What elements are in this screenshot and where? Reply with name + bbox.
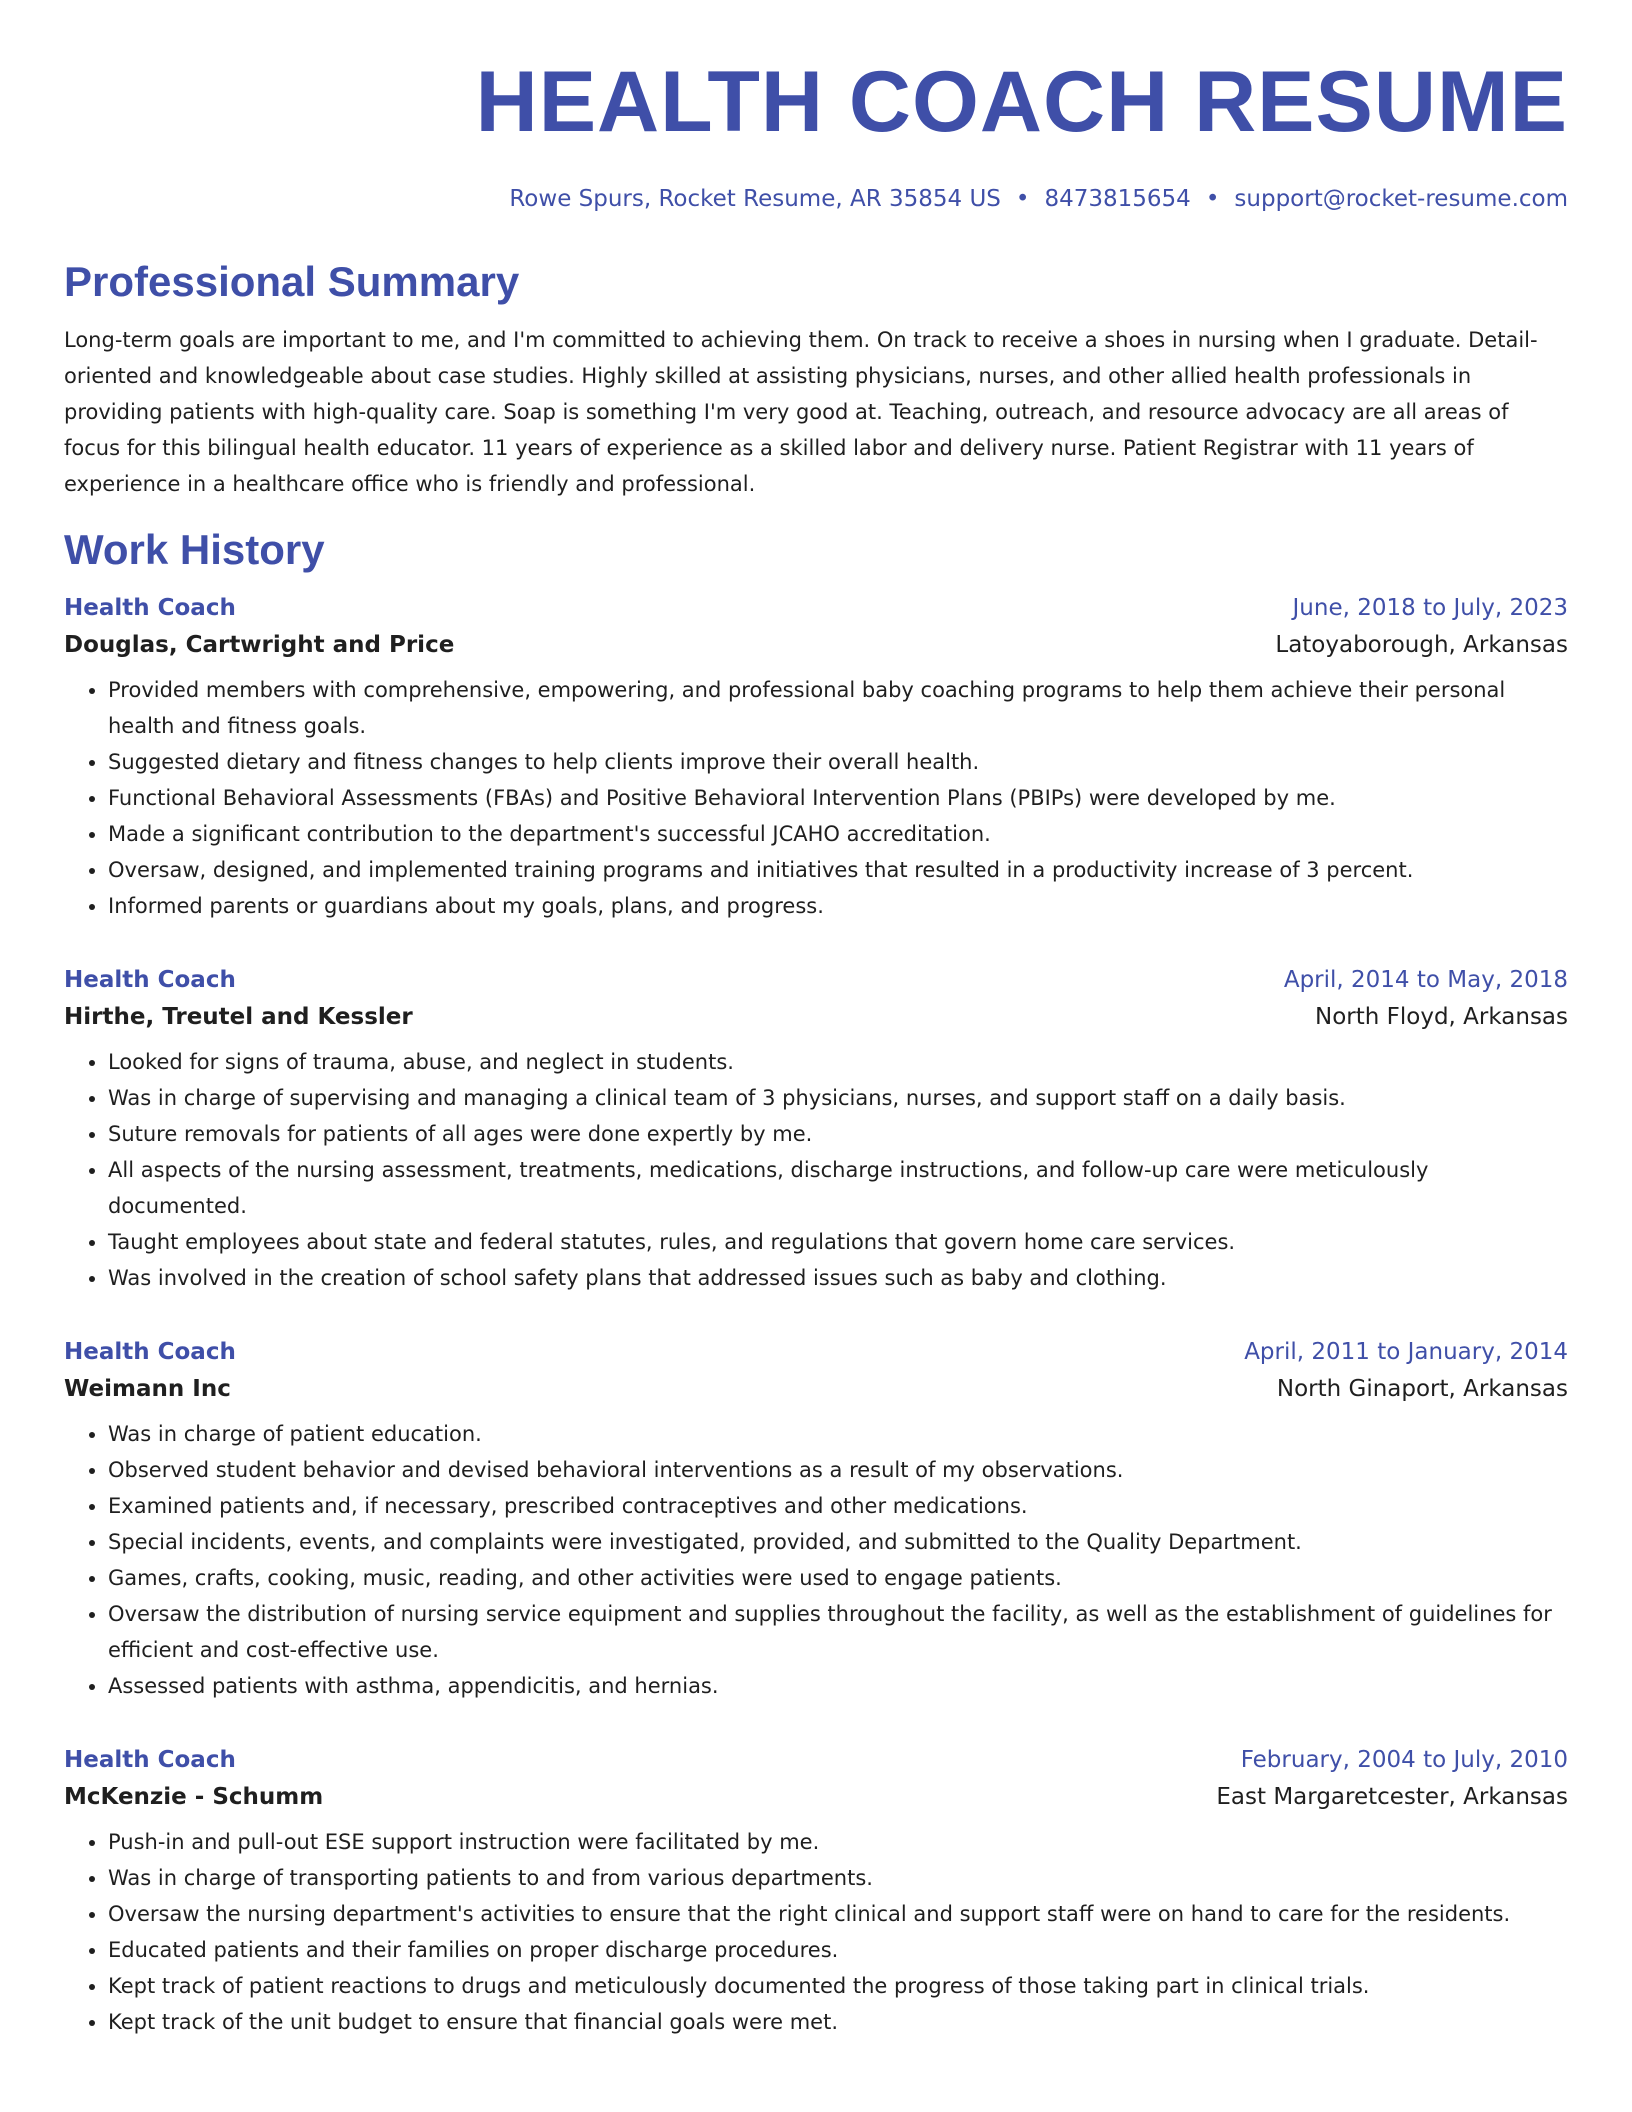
contact-email: support@rocket-resume.com: [1234, 186, 1568, 212]
job-bullet: • Taught employees about state and federal statutes, rules, and regulations that govern home care services.: [108, 1224, 1568, 1260]
job-title-row: [64, 1742, 1568, 1778]
contact-separator: •: [1205, 186, 1220, 212]
job-bullet: • Looked for signs of trauma, abuse, and neglect in students.: [108, 1044, 1568, 1080]
job-bullet: • Was in charge of patient education.: [108, 1416, 1568, 1452]
contact-line: [64, 182, 1568, 216]
job-bullet: • Oversaw the nursing department's activities to ensure that the right clinical and support staff were on hand to care for the residents.: [108, 1896, 1568, 1932]
summary-text: Long-term goals are important to me, and I'm committed to achieving them. On track to receive a shoes in nursing when I graduate. Detail-oriented and knowledgeable about case studies. Highly skilled at assisting physicians, nurses, and other allied health professionals in providing patients with high-quality care. Soap is something I'm very good at. Teaching, outreach, and resource advocacy are all areas of focus for this bilingual health educator. 11 years of experience as a skilled labor and delivery nurse. Patient Registrar with 11 years of experience in a healthcare office who is friendly and professional.: [64, 328, 1538, 496]
job-bullet-list: [64, 672, 1568, 924]
job-company: Weimann Inc: [64, 1376, 231, 1402]
job-bullet: • Was in charge of supervising and managing a clinical team of 3 physicians, nurses, and support staff on a daily basis.: [108, 1080, 1568, 1116]
job-location: North Ginaport, Arkansas: [1276, 1376, 1568, 1402]
job-company: Hirthe, Treutel and Kessler: [64, 1004, 413, 1030]
job-bullet-list: [64, 1044, 1568, 1296]
job-bullet: • Observed student behavior and devised behavioral interventions as a result of my observations.: [108, 1452, 1568, 1488]
job-bullet: • Push-in and pull-out ESE support instruction were facilitated by me.: [108, 1824, 1568, 1860]
job-bullet: • Made a significant contribution to the department's successful JCAHO accreditation.: [108, 816, 1568, 852]
job-location: North Floyd, Arkansas: [1315, 1004, 1568, 1030]
job-bullet-list: [64, 1824, 1568, 2040]
contact-separator: •: [1015, 186, 1030, 212]
job-bullet: • Kept track of the unit budget to ensure that financial goals were met.: [108, 2004, 1568, 2040]
job-dates: June, 2018 to July, 2023: [1292, 595, 1568, 621]
resume-header: [64, 52, 1568, 216]
job-bullet: • Informed parents or guardians about my goals, plans, and progress.: [108, 888, 1568, 924]
job-dates: April, 2011 to January, 2014: [1244, 1339, 1568, 1365]
job-bullet: • Educated patients and their families on proper discharge procedures.: [108, 1932, 1568, 1968]
job-company-row: [64, 998, 1568, 1036]
resume-title: HEALTH COACH RESUME: [475, 54, 1568, 150]
job-bullet: • Oversaw the distribution of nursing service equipment and supplies throughout the facility, as well as the establishment of guidelines for efficient and cost-effective use.: [108, 1596, 1568, 1668]
job-title: Health Coach: [64, 595, 236, 621]
contact-address: Rowe Spurs, Rocket Resume, AR 35854 US: [509, 186, 1001, 212]
job-entry: [64, 962, 1568, 1296]
job-bullet: • Assessed patients with asthma, appendicitis, and hernias.: [108, 1668, 1568, 1704]
job-entry: [64, 1334, 1568, 1704]
job-title-row: [64, 1334, 1568, 1370]
job-bullet: • Kept track of patient reactions to drugs and meticulously documented the progress of those taking part in clinical trials.: [108, 1968, 1568, 2004]
job-title-row: [64, 962, 1568, 998]
job-location: East Margaretcester, Arkansas: [1216, 1784, 1568, 1810]
job-location: Latoyaborough, Arkansas: [1275, 632, 1568, 658]
job-title: Health Coach: [64, 1747, 236, 1773]
job-title-row: [64, 590, 1568, 626]
job-bullet-list: [64, 1416, 1568, 1704]
job-bullet: • Special incidents, events, and complaints were investigated, provided, and submitted to the Quality Department.: [108, 1524, 1568, 1560]
job-bullet: • Oversaw, designed, and implemented training programs and initiatives that resulted in a productivity increase of 3 percent.: [108, 852, 1568, 888]
job-company-row: [64, 1778, 1568, 1816]
contact-phone: 8473815654: [1044, 186, 1191, 212]
job-company-row: [64, 1370, 1568, 1408]
job-title: Health Coach: [64, 967, 236, 993]
job-dates: April, 2014 to May, 2018: [1283, 967, 1568, 993]
job-bullet: • Examined patients and, if necessary, prescribed contraceptives and other medications.: [108, 1488, 1568, 1524]
job-bullet: • Suture removals for patients of all ages were done expertly by me.: [108, 1116, 1568, 1152]
job-entry: [64, 1742, 1568, 2040]
job-company: Douglas, Cartwright and Price: [64, 632, 455, 658]
job-company: McKenzie - Schumm: [64, 1784, 324, 1810]
job-bullet: • Functional Behavioral Assessments (FBAs) and Positive Behavioral Intervention Plans (PBIPs) were developed by me.: [108, 780, 1568, 816]
work-history-heading: Work History: [64, 526, 325, 573]
job-bullet: • All aspects of the nursing assessment, treatments, medications, discharge instructions, and follow-up care were meticulously documented.: [108, 1152, 1568, 1224]
job-bullet: • Games, crafts, cooking, music, reading, and other activities were used to engage patients.: [108, 1560, 1568, 1596]
job-dates: February, 2004 to July, 2010: [1240, 1747, 1568, 1773]
job-bullet: • Was in charge of transporting patients to and from various departments.: [108, 1860, 1568, 1896]
job-company-row: [64, 626, 1568, 664]
summary-heading: Professional Summary: [64, 258, 520, 305]
job-bullet: • Suggested dietary and fitness changes to help clients improve their overall health.: [108, 744, 1568, 780]
work-history-list: [64, 590, 1568, 2040]
job-bullet: • Provided members with comprehensive, empowering, and professional baby coaching programs to help them achieve their personal health and fitness goals.: [108, 672, 1568, 744]
job-bullet: • Was involved in the creation of school safety plans that addressed issues such as baby and clothing.: [108, 1260, 1568, 1296]
job-title: Health Coach: [64, 1339, 236, 1365]
job-entry: [64, 590, 1568, 924]
